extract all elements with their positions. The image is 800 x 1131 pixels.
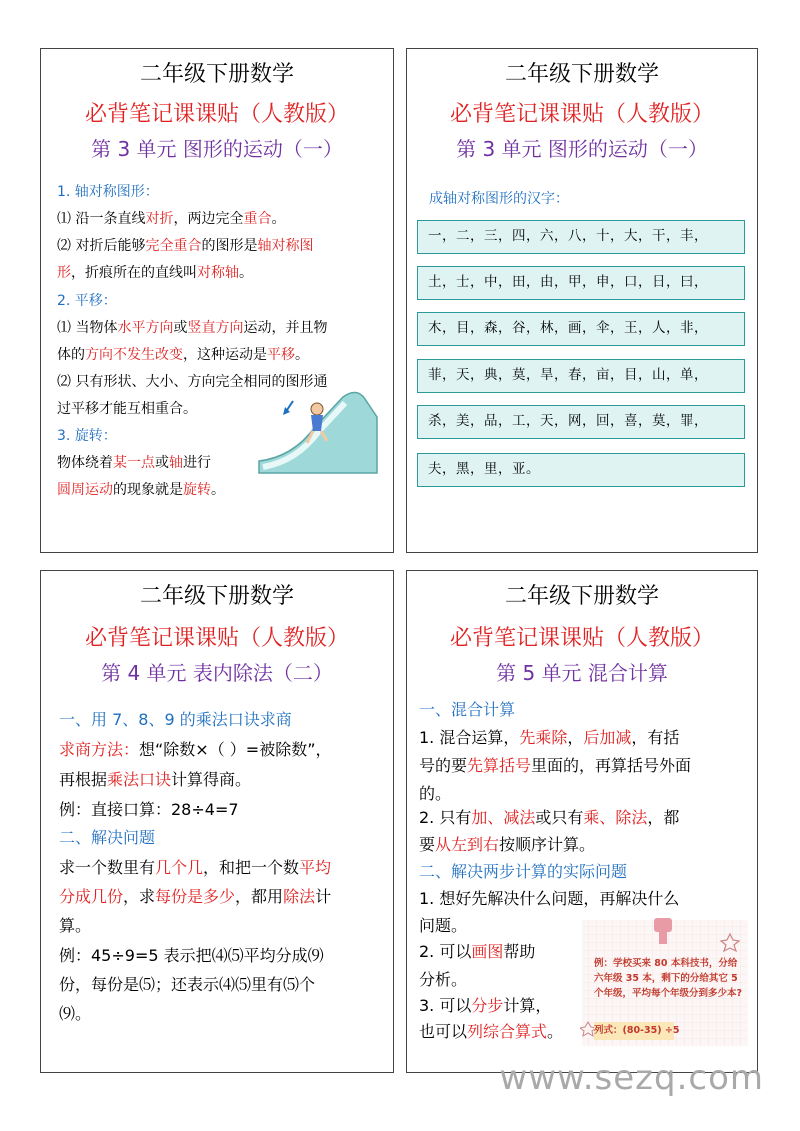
text-line: ⑴ 当物体水平方向或竖直方向运动，并且物 bbox=[57, 320, 328, 336]
card-grade-title: 二年级下册数学 bbox=[504, 584, 659, 609]
text-line: 2. 只有加、减法或只有乘、除法，都 bbox=[419, 808, 680, 827]
text-line: ⑼。 bbox=[59, 1004, 92, 1023]
character-row: 木，目，森，谷，林，画，伞，王，人，非， bbox=[417, 312, 745, 346]
card-grade-title: 二年级下册数学 bbox=[139, 584, 294, 609]
text-line: 号的要先算括号里面的，再算括号外面 bbox=[419, 756, 692, 775]
text-line: ⑵ 对折后能够完全重合的图形是轴对称图 bbox=[57, 238, 314, 254]
text-line: 也可以列综合算式。 bbox=[419, 1022, 564, 1041]
text-line: 形，折痕所在的直线叫对称轴。 bbox=[57, 265, 253, 281]
section-title: 3. 旋转： bbox=[57, 428, 117, 444]
text-line: 分析。 bbox=[419, 970, 468, 989]
text-line: ⑵ 只有形状、大小、方向完全相同的图形通 bbox=[57, 374, 328, 390]
section-title: 一、用 7、8、9 的乘法口诀求商 bbox=[59, 710, 292, 729]
card-grade-title: 二年级下册数学 bbox=[504, 62, 659, 87]
character-row: 杀，美，品，工，天，网，回，喜，莫，罪， bbox=[417, 405, 745, 439]
section-title: 成轴对称图形的汉字： bbox=[429, 191, 569, 207]
section-title: 一、混合计算 bbox=[419, 700, 516, 719]
text-line: 的。 bbox=[419, 784, 452, 803]
card-unit-title: 第 3 单元 图形的运动（一） bbox=[456, 137, 708, 161]
text-line: 再根据乘法口诀计算得商。 bbox=[59, 770, 252, 789]
text-line: 物体绕着某一点或轴进行 bbox=[57, 455, 211, 471]
text-line: 例：直接口算：28÷4=7 bbox=[59, 800, 239, 819]
text-line: 圆周运动的现象就是旋转。 bbox=[57, 482, 225, 498]
example-note-card bbox=[580, 918, 750, 1048]
character-row: 菲，天，典，莫，旱，春，亩，目，山，单， bbox=[417, 359, 745, 393]
section-title: 2. 平移： bbox=[57, 293, 117, 309]
text-line: 体的方向不发生改变，这种运动是平移。 bbox=[57, 347, 309, 363]
example-problem-text: 例：学校买来 80 本科技书，分给六年级 35 本，剩下的分给其它 5 个年级，平均每个年级分到多少本? bbox=[594, 958, 743, 999]
text-line: 份，每份是⑸；还表示⑷⑸里有⑸个 bbox=[59, 975, 316, 994]
text-line: 分成几份，求每份是多少，都用除法计 bbox=[59, 887, 332, 906]
card-unit-title: 第 3 单元 图形的运动（一） bbox=[91, 137, 343, 161]
card-unit-title: 第 5 单元 混合计算 bbox=[496, 661, 668, 685]
text-line: 求商方法：想“除数×（ ）=被除数”， bbox=[59, 740, 332, 759]
character-row: 一，二，三，四，六，八，十，大，干，丰， bbox=[417, 220, 745, 254]
card-series-title: 必背笔记课课贴（人教版） bbox=[449, 102, 714, 127]
text-line: 算。 bbox=[59, 916, 92, 935]
card-series-title: 必背笔记课课贴（人教版） bbox=[84, 626, 349, 651]
watermark: www.sezq.com bbox=[499, 1058, 764, 1098]
character-row: 土，士，中，田，由，甲，申，口，日，曰， bbox=[417, 266, 745, 300]
slide-illustration bbox=[253, 387, 381, 479]
text-line: 2. 可以画图帮助 bbox=[419, 942, 536, 961]
section-title: 1. 轴对称图形： bbox=[57, 184, 159, 200]
card-unit3-characters bbox=[406, 48, 758, 553]
section-title: 二、解决两步计算的实际问题 bbox=[419, 862, 628, 881]
text-line: 过平移才能互相重合。 bbox=[57, 401, 197, 417]
card-unit-title: 第 4 单元 表内除法（二） bbox=[101, 661, 333, 685]
card-unit4-notes bbox=[40, 570, 394, 1073]
text-line: 1. 想好先解决什么问题，再解决什么 bbox=[419, 889, 680, 908]
text-line: 求一个数里有几个几，和把一个数平均 bbox=[59, 858, 332, 877]
card-series-title: 必背笔记课课贴（人教版） bbox=[449, 626, 714, 651]
text-line: 问题。 bbox=[419, 916, 468, 935]
card-unit3-notes bbox=[40, 48, 394, 553]
text-line: 要从左到右按顺序计算。 bbox=[419, 835, 596, 854]
text-line: 1. 混合运算，先乘除，后加减，有括 bbox=[419, 728, 680, 747]
character-row: 夫，黑，里，亚。 bbox=[417, 453, 745, 487]
card-grade-title: 二年级下册数学 bbox=[139, 62, 294, 87]
section-title: 二、解决问题 bbox=[59, 828, 156, 847]
text-line: ⑴ 沿一条直线对折，两边完全重合。 bbox=[57, 211, 286, 227]
text-line: 例：45÷9=5 表示把⑷⑸平均分成⑼ bbox=[59, 946, 324, 965]
text-line: 3. 可以分步计算， bbox=[419, 996, 552, 1015]
example-formula: 列式：(80-35) ÷5 bbox=[594, 1025, 680, 1036]
card-series-title: 必背笔记课课贴（人教版） bbox=[84, 102, 349, 127]
